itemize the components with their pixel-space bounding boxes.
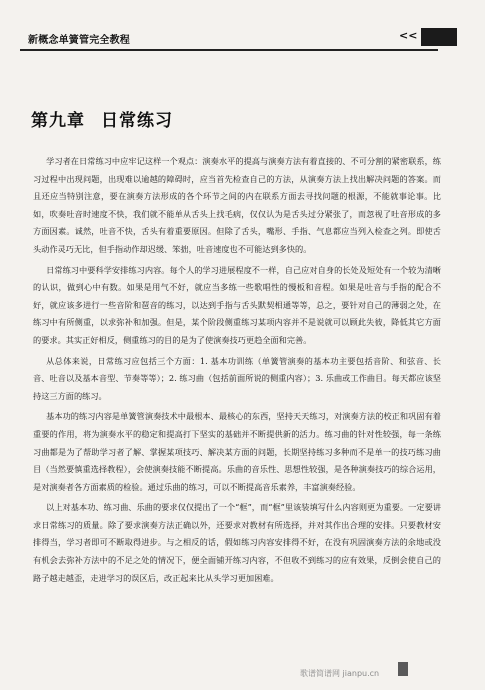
paragraph: 从总体来说，日常练习应包括三个方面：1. 基本功训练（单簧管演奏的基本功主要包括音阶、和弦音、长音、吐音以及基本音型、节奏等等）；2. 练习曲（包括前面所说的侧重内容）；3. 乐曲或工作曲目。每天都应该坚持这三方面的练习。	[33, 355, 441, 401]
header-tab-block	[421, 28, 457, 46]
paragraph: 基本功的练习内容是单簧管演奏技术中最根本、最核心的东西，坚持天天练习，对演奏方法的校正和巩固有着重要的作用，将为演奏水平的稳定和提高打下坚实的基础并不断提供新的活力。练习曲的针对性较强，每一条练习曲都是为了帮助学习者了解、掌握某项技巧、解决某方面的问题，长期坚持练习多种而不是单一的技巧练习曲目（当然要慎重选择教程），会使演奏技能不断提高。乐曲的音乐性、思想性较强，是各种演奏技巧的综合运用，是对演奏者各方面素质的检验。通过乐曲的练习，可以不断提高音乐素养，丰富演奏经验。	[33, 411, 441, 492]
running-header	[22, 28, 438, 48]
paragraph: 以上对基本功、练习曲、乐曲的要求仅仅提出了一个“框”，而“框”里该装填写什么内容则更为重要。一定要讲求日常练习的质量。除了要求演奏方法正确以外，还要求对教材有所选择，并对其作出合理的安排。只要教材安排得当，学习者即可不断取得进步。与之相反的话，假如练习内容安排得不好，在没有巩固演奏方法的余地或没有机会去弥补方法中的不足之处的情况下，便全面铺开练习内容，不但收不到练习的应有效果，反倒会使自己的路子越走越歪，走进学习的误区后，改正起来比从头学习更加困难。	[33, 502, 441, 583]
page-edge-mark	[398, 662, 408, 676]
paragraph: 日常练习中要科学安排练习内容。每个人的学习进展程度不一样，自己应对自身的长处及短处有一个较为清晰的认识，做到心中有数。如果是用气不好，就应当多练一些歌唱性的慢板和音程。如果是吐音与手指的配合不好，就应该多进行一些音阶和琶音的练习，以达到手指与舌头默契相通等等，总之，要针对自己的薄弱之处，在练习中有所侧重，以求弥补和加强。但是，某个阶段侧重练习某项内容并不是说就可以顾此失彼，降低其它方面的要求。其实正好相反，侧重练习的目的是为了使演奏技巧更趋全面和完善。	[33, 264, 441, 345]
chapter-heading	[31, 106, 173, 131]
body-text	[33, 153, 441, 590]
chapter-title: 日常练习	[101, 111, 173, 131]
watermark: 歌谱简谱网 jianpu.cn	[300, 669, 380, 678]
chapter-number: 第九章	[31, 111, 85, 131]
double-chevron-left-icon: <<	[399, 29, 418, 42]
header-rule	[20, 49, 438, 51]
book-title: 新概念单簧管完全教程	[28, 35, 130, 46]
paragraph: 学习者在日常练习中应牢记这样一个观点：演奏水平的提高与演奏方法有着直接的、不可分割的紧密联系，练习过程中出现问题，出现难以逾越的障碍时，应当首先检查自己的方法，从演奏方法上找出解决问题的答案。而且还应当特别注意，要在演奏方法形成的各个环节之间的内在联系方面去寻找问题的根源，不能就事论事。比如，吹奏吐音时速度不快，我们就不能单从舌头上找毛病，仅仅认为是舌头过分紧张了，而忽视了吐音形成的多方面因素。诚然，吐音不快，舌头有着重要原因。但除了舌头，嘴形、手指、气息都应当列入检查之列。即使舌头动作灵巧无比，但手指动作却迟缓、笨拙，吐音速度也不可能达到多快的。	[33, 156, 441, 254]
